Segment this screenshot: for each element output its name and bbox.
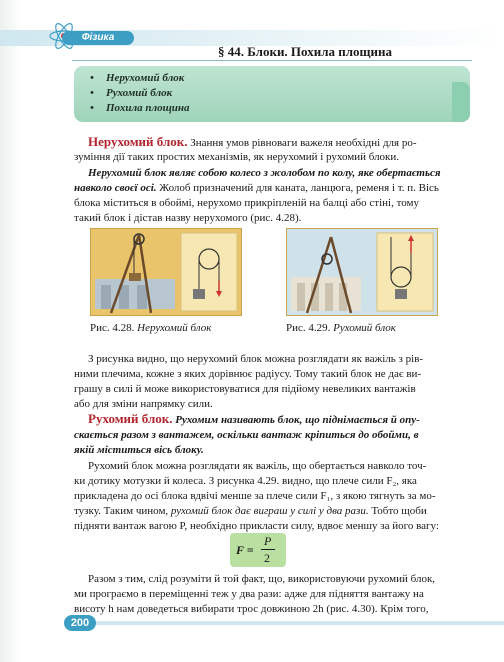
- para1-line2: зуміння дії таких простих механізмів, як нерухомий і рухомий блоки.: [74, 151, 400, 163]
- para5-line5: підняти вантаж вагою P, необхідно прикласти силу, вдвоє меншу за його вагу:: [74, 520, 439, 532]
- para2-line2: навколо своєї осі. Жолоб призначений для каната, ланцюга, ременя і т. п. Вісь: [74, 182, 439, 194]
- fraction-bar: [261, 549, 275, 550]
- formula-numerator: P: [264, 534, 272, 548]
- para3-line1: З рисунка видно, що нерухомий блок можна розглядати як важіль з рів-: [88, 353, 424, 365]
- outline-item: • Рухомий блок: [90, 87, 173, 99]
- para5-line1: Рухомий блок можна розглядати як важіль, що обертається навколо точ-: [88, 460, 427, 472]
- outline-tab: [452, 82, 470, 122]
- para3-line2: ними плечима, кожне з яких дорівнює радіусу. Тому такий блок не дає ви-: [74, 368, 422, 380]
- para2-line4: такий блок і дістав назву нерухомого (рис. 4.28).: [74, 212, 302, 224]
- outline-item: • Нерухомий блок: [90, 72, 185, 84]
- para6-line2: ми програємо в переміщенні теж у два рази: адже для підняття вантажу на: [74, 588, 424, 600]
- figure-caption-4-28: Рис. 4.28. Нерухомий блок: [90, 322, 212, 334]
- footer-bar: [96, 621, 504, 625]
- para5-line2: ки дотику мотузки й колеса. З рисунка 4.29. видно, що плече сили F₂, яка: [74, 475, 417, 487]
- formula-denominator: 2: [264, 551, 270, 565]
- page-edge: [0, 0, 22, 662]
- para4-line1: Рухомий блок. Рухомим називають блок, що піднімається й опу-: [88, 411, 420, 426]
- figure-caption-4-29: Рис. 4.29. Рухомий блок: [286, 322, 396, 334]
- para3-line3: грашу в силі й може використовуватися для підйому невеликих вантажів: [74, 383, 416, 395]
- para2-line3: блока міститься в обоймі, нерухомо прикріпленій на балці або стіні, тому: [74, 197, 420, 209]
- outline-box: [74, 66, 470, 122]
- outline-item: • Похила площина: [90, 102, 190, 114]
- figure-fixed-pulley: [90, 228, 242, 316]
- para5-line3: прикладена до осі блока вдвічі менше за плече сили F₁, з якою тягнуть за мо-: [74, 490, 436, 502]
- figure-movable-pulley: [286, 228, 438, 316]
- para4-line3: якій міститься вісь блоку.: [74, 444, 204, 456]
- para5-line4: тузку. Таким чином, рухомий блок дає виграш у силі у два рази. Тобто щоби: [74, 505, 427, 517]
- formula-box: [230, 533, 286, 567]
- page-title: § 44. Блоки. Похила площина: [217, 44, 392, 59]
- para4-line2: скається разом з вантажем, оскільки вантаж кріпиться до обойми, в: [74, 429, 419, 441]
- movable-pulley-illustration: [287, 229, 437, 315]
- para2-definition: Нерухомий блок являє собою колесо з жолобом по колу, яке обертається: [88, 167, 441, 179]
- page-number: 200: [64, 615, 96, 631]
- title-rule: [72, 60, 472, 61]
- para6-line3: висоту h нам доведеться вибирати трос довжиною 2h (рис. 4.30). Крім того,: [74, 603, 429, 615]
- para6-line1: Разом з тим, слід розуміти й той факт, що, використовуючи рухомий блок,: [88, 573, 436, 585]
- fixed-pulley-illustration: [91, 229, 241, 315]
- subject-badge: Фізика: [62, 31, 134, 45]
- para3-line4: або для зміни напрямку сили.: [74, 398, 213, 410]
- formula-lhs: F =: [236, 543, 254, 557]
- para1-line1: Нерухомий блок. Знання умов рівноваги важеля необхідні для ро-: [88, 134, 417, 149]
